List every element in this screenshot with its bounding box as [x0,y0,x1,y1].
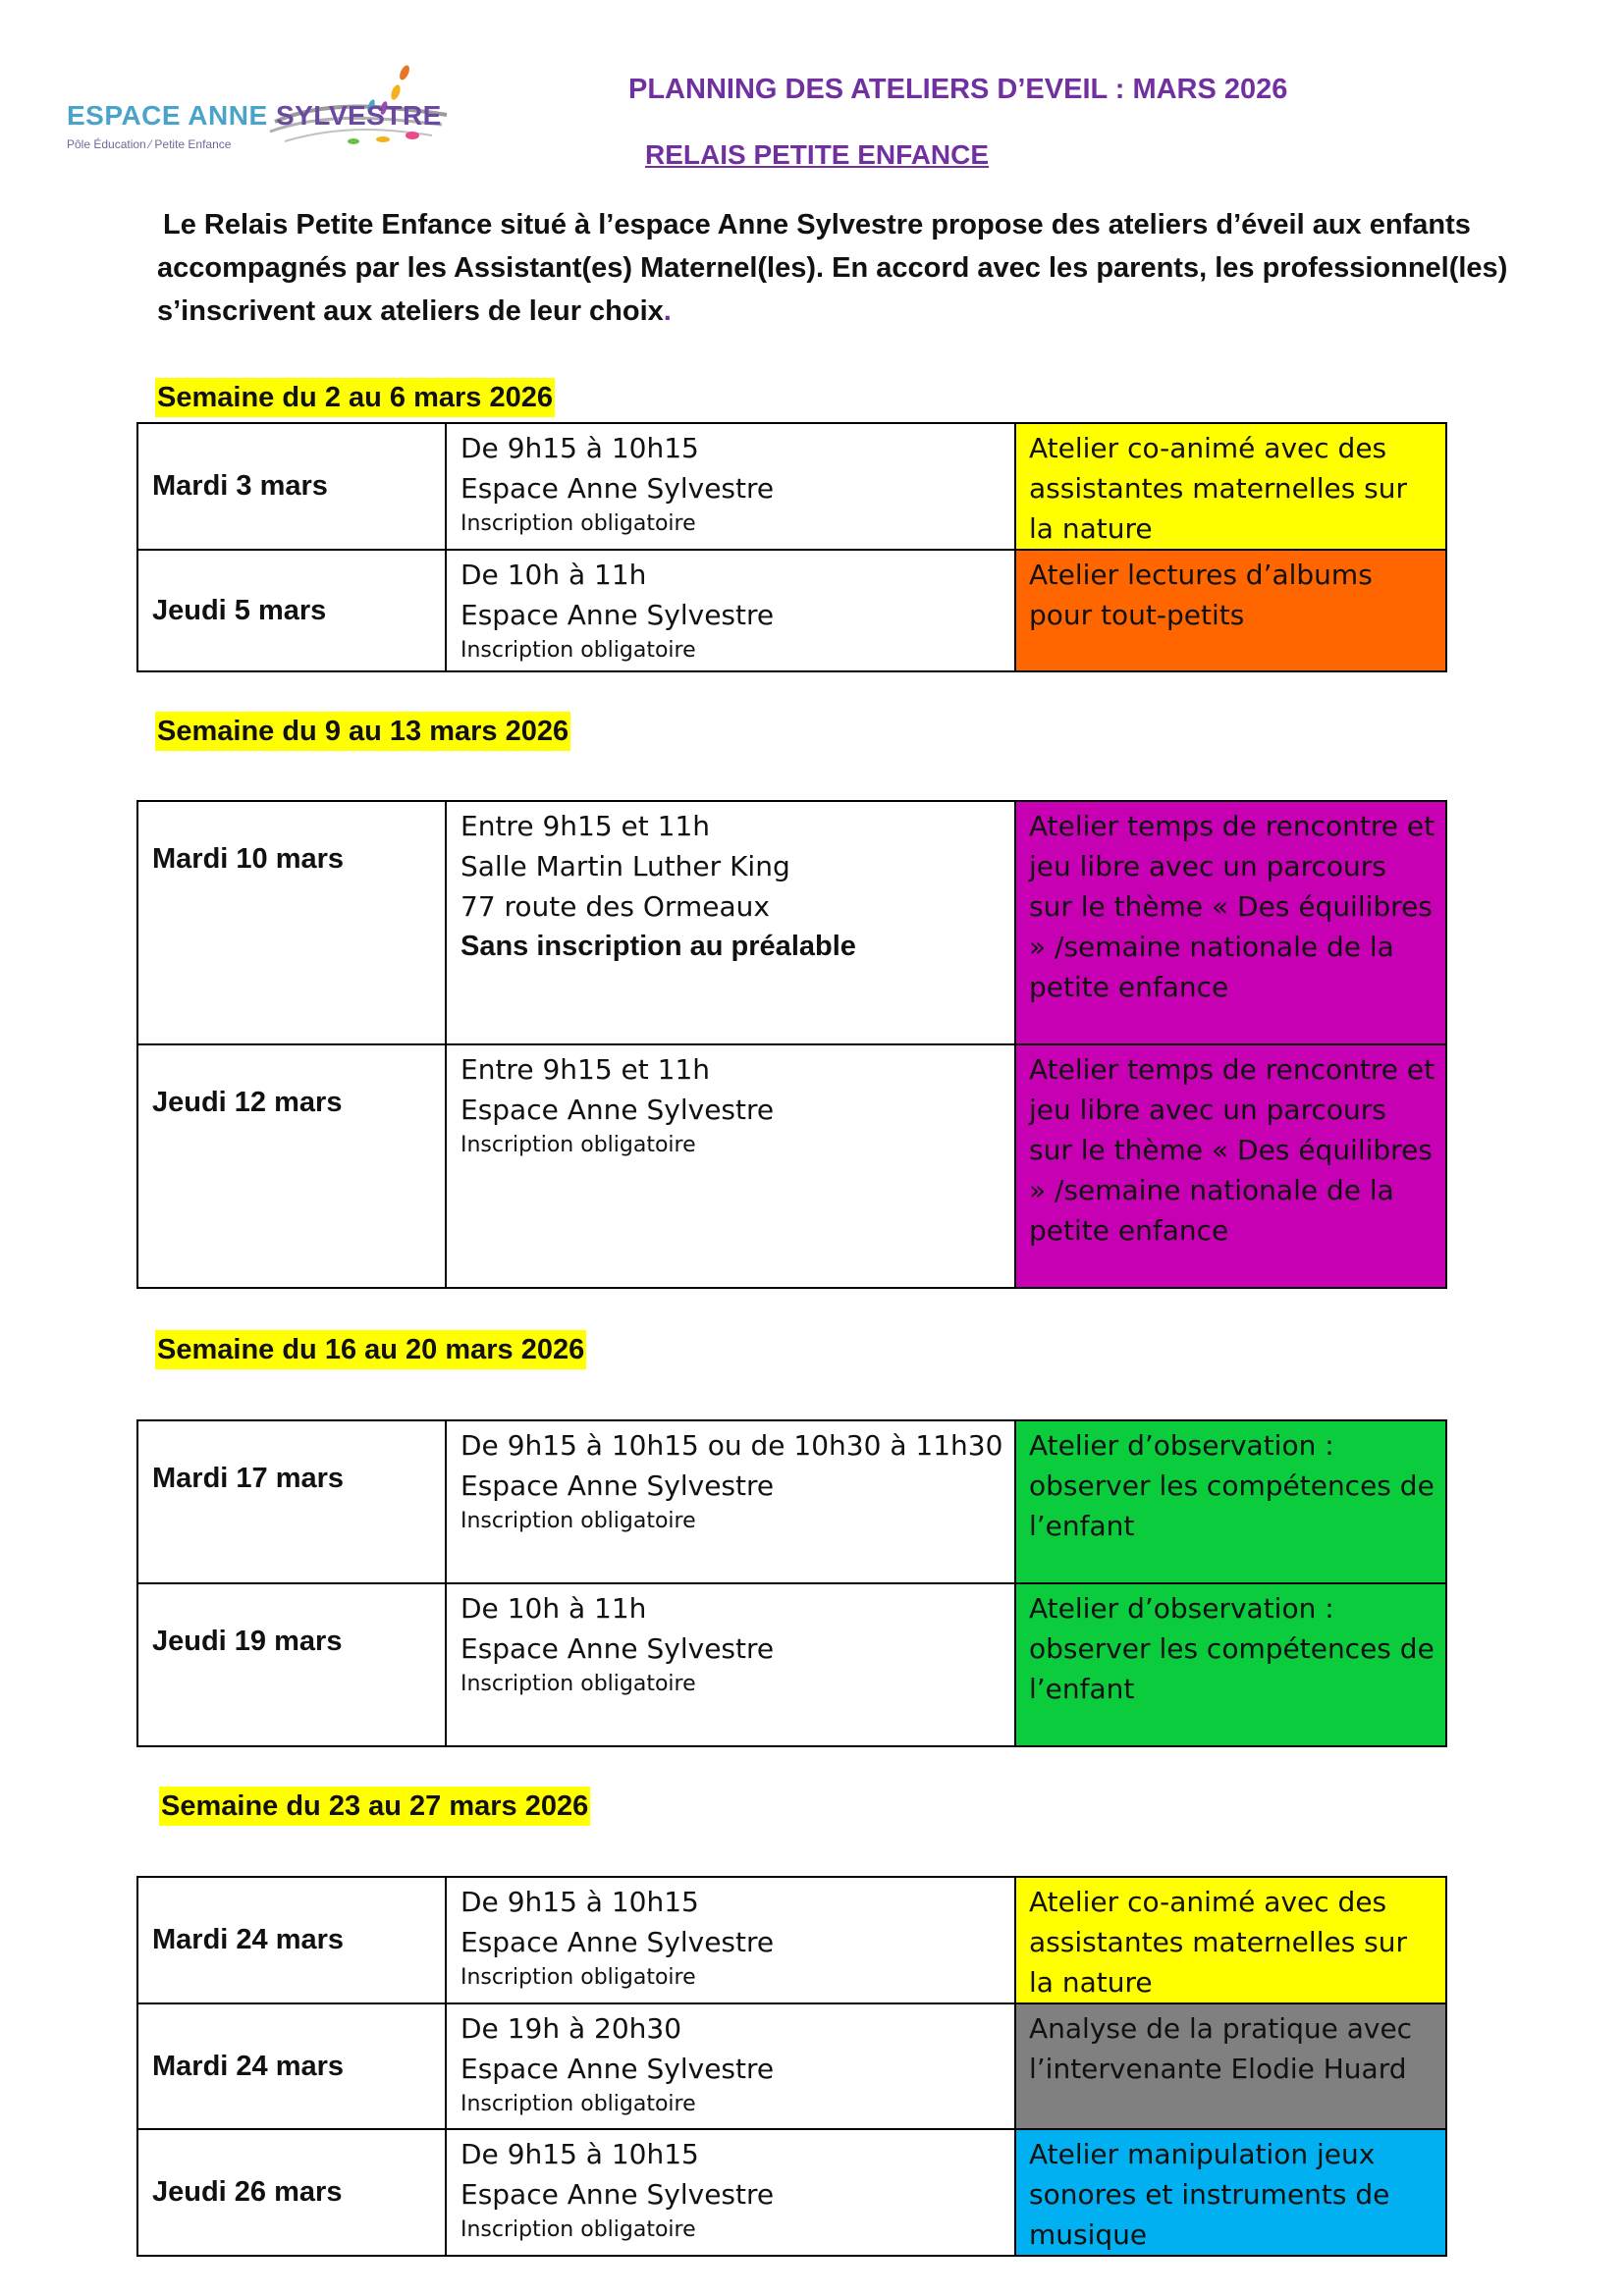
table-row [137,2003,1446,2129]
time-text: Entre 9h15 et 11h [460,810,711,842]
time-text: De 19h à 20h30 [460,2012,682,2045]
place-text: Espace Anne Sylvestre [460,1469,775,1502]
day-cell: Mardi 24 mars [137,1877,446,2003]
intro-line-3-text: s’inscrivent aux ateliers de leur choix [157,295,664,327]
table-row [137,1420,1446,1583]
activity-cell: Atelier lectures d’albums pour tout-petits [1015,550,1446,671]
activity-cell: Atelier co-animé avec des assistantes maternelles sur la nature [1015,1877,1446,2003]
page-subtitle: RELAIS PETITE ENFANCE [645,139,990,170]
activity-cell: Atelier d’observation : observer les compétences de l’enfant [1015,1583,1446,1746]
time-text: De 10h à 11h [460,559,647,591]
activity-cell: Atelier d’observation : observer les compétences de l’enfant [1015,1420,1446,1583]
intro-line-1: Le Relais Petite Enfance situé à l’espace Anne Sylvestre propose des ateliers d’éveil aux enfants [163,209,1471,240]
time-text: Entre 9h15 et 11h [460,1053,711,1086]
schedule-table-week-3 [136,1419,1447,1747]
details-cell [446,1877,1015,2003]
day-cell: Jeudi 19 mars [137,1583,446,1746]
activity-cell: Analyse de la pratique avec l’intervenante Elodie Huard [1015,2003,1446,2129]
registration-text: Inscription obligatoire [460,2217,696,2242]
details-cell [446,423,1015,550]
time-text: De 10h à 11h [460,1592,647,1625]
day-cell: Mardi 24 mars [137,2003,446,2129]
details-cell [446,1583,1015,1746]
day-cell: Jeudi 26 mars [137,2129,446,2256]
intro-line-2: accompagnés par les Assistant(es) Maternel(les). En accord avec les parents, les professionnel(les) [157,252,1508,284]
details-cell [446,2129,1015,2256]
logo-name-part2: SYLVESTRE [275,100,442,131]
logo [59,61,471,159]
table-row [137,550,1446,671]
registration-text: Inscription obligatoire [460,511,696,536]
week-label-3: Semaine du 16 au 20 mars 2026 [155,1330,586,1369]
registration-text: Inscription obligatoire [460,2092,696,2116]
place-text: Espace Anne Sylvestre [460,2053,775,2085]
registration-text: Inscription obligatoire [460,1965,696,1990]
week-label-1: Semaine du 2 au 6 mars 2026 [155,378,555,417]
activity-cell: Atelier temps de rencontre et jeu libre avec un parcours sur le thème « Des équilibres » /semaine nationale de la petite enfance [1015,801,1446,1044]
table-row [137,2129,1446,2256]
activity-cell: Atelier co-animé avec des assistantes maternelles sur la nature [1015,423,1446,550]
day-cell: Mardi 10 mars [137,801,446,1044]
place-text: Espace Anne Sylvestre [460,472,775,505]
registration-text: Sans inscription au préalable [460,931,856,962]
logo-tagline: Pôle Éducation ⁄ Petite Enfance [67,137,232,151]
schedule-table-week-4 [136,1876,1447,2257]
day-cell: Mardi 3 mars [137,423,446,550]
logo-name-part1: ESPACE ANNE [67,100,276,131]
registration-text: Inscription obligatoire [460,1133,696,1157]
details-cell [446,2003,1015,2129]
intro-paragraph [157,203,1532,333]
details-cell [446,801,1015,1044]
intro-line-3 [157,290,1532,333]
details-cell [446,1044,1015,1288]
address-text: 77 route des Ormeaux [460,890,770,923]
place-text: Espace Anne Sylvestre [460,1094,775,1126]
time-text: De 9h15 à 10h15 [460,432,699,464]
time-text: De 9h15 à 10h15 [460,1886,699,1918]
table-row [137,1877,1446,2003]
place-text: Salle Martin Luther King [460,850,790,882]
schedule-table-week-2 [136,800,1447,1289]
table-row [137,801,1446,1044]
time-text: De 9h15 à 10h15 [460,2138,699,2170]
details-cell [446,550,1015,671]
time-text: De 9h15 à 10h15 ou de 10h30 à 11h30 [460,1429,1003,1462]
day-cell: Jeudi 12 mars [137,1044,446,1288]
registration-text: Inscription obligatoire [460,1509,696,1533]
registration-text: Inscription obligatoire [460,1672,696,1696]
day-cell: Jeudi 5 mars [137,550,446,671]
place-text: Espace Anne Sylvestre [460,2178,775,2211]
intro-line-3-end: . [663,295,672,327]
details-cell [446,1420,1015,1583]
place-text: Espace Anne Sylvestre [460,599,775,631]
place-text: Espace Anne Sylvestre [460,1926,775,1958]
activity-cell: Atelier temps de rencontre et jeu libre avec un parcours sur le thème « Des équilibres » /semaine nationale de la petite enfance [1015,1044,1446,1288]
place-text: Espace Anne Sylvestre [460,1632,775,1665]
day-cell: Mardi 17 mars [137,1420,446,1583]
table-row [137,1583,1446,1746]
schedule-table-week-1 [136,422,1447,672]
page-title: PLANNING DES ATELIERS D’EVEIL : MARS 2026 [628,74,1288,105]
week-label-2: Semaine du 9 au 13 mars 2026 [155,712,570,751]
table-row [137,423,1446,550]
week-label-4: Semaine du 23 au 27 mars 2026 [159,1787,590,1826]
registration-text: Inscription obligatoire [460,638,696,663]
activity-cell: Atelier manipulation jeux sonores et instruments de musique [1015,2129,1446,2256]
table-row [137,1044,1446,1288]
logo-name [67,100,442,132]
